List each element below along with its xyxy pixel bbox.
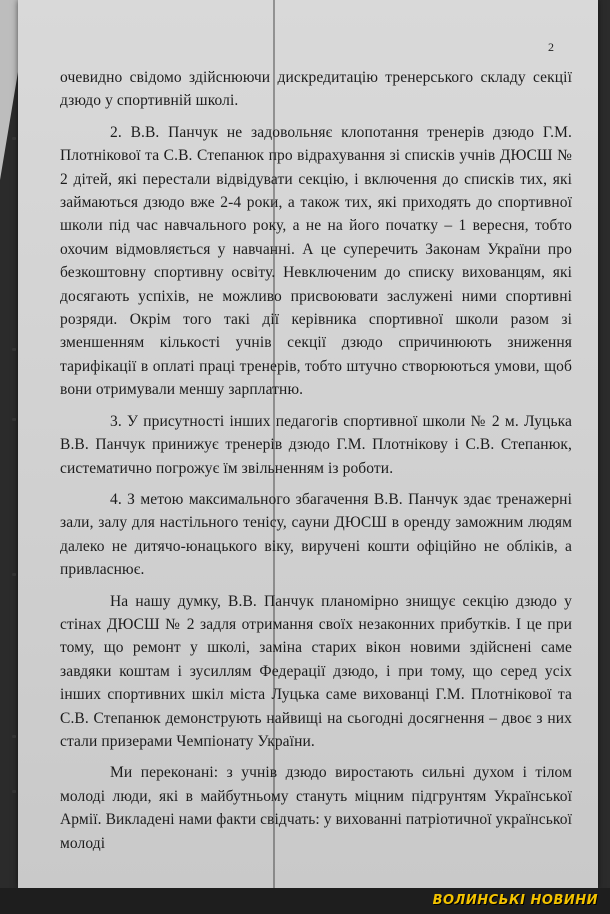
paragraph-point-2: 2. В.В. Панчук не задовольняє клопотання тренерів дзюдо Г.М. Плотнікової та С.В. Степанюк про відрахування зі списків учнів ДЮСШ № 2 дітей, які перестали відвідувати секцію, і включення до списків тих, які займаються дзюдо вже 2-4 роки, а також тих, які приходять до спортивної школи під час навчального року, а не на його початку – 1 вересня, тобто охочим відмовляється у навчанні. А це суперечить Законам України про безкоштовну спортивну освіту. Невключеним до списку вихованцям, які досягають успіхів, не можливо присвоювати заслужені ними спортивні розряди. Окрім того такі дії керівника спортивної школи разом зі зменшенням кількості учнів секції дзюдо спричинюють зниження тарифікації в оплаті праці тренерів, тобто штучно створюються умови, щоб вони отримували меншу зарплатню. — [60, 123, 572, 399]
binding-hole-mark — [12, 348, 16, 351]
paragraph-intro: очевидно свідомо здійснюючи дискредитацію тренерського складу секції дзюдо у спортивній школі. — [60, 69, 572, 110]
binding-hole-mark — [12, 735, 16, 738]
paragraph-conclusion: Ми переконані: з учнів дзюдо виростають сильні духом і тілом молоді люди, які в майбутньому стануть міцним підгрунтям Української Армії. Викладені нами факти свідчать: у вихованні патріотичної української молоді — [60, 764, 572, 852]
paragraph-opinion: На нашу думку, В.В. Панчук планомірно знищує секцію дзюдо у стінах ДЮСШ № 2 задля отримання своїх незаконних прибутків. І це при тому, що ремонт у школі, заміна старих вікон новими здійснені саме завдяки коштам і зусиллям Федерації дзюдо, і при тому, що серед усіх інших спортивних шкіл міста Луцька саме вихованці Г.М. Плотнікової та С.В. Степанюк демонструють найвищі на сьогодні досягнення – двоє з них стали призерами Чемпіонату України. — [60, 592, 572, 750]
document-body — [60, 66, 572, 855]
paragraph-point-3: 3. У присутності інших педагогів спортивної школи № 2 м. Луцька В.В. Панчук принижує тренерів дзюдо Г.М. Плотнікову і С.В. Степанюк, систематично погрожує їм звільненням із роботи. — [60, 412, 572, 477]
paragraph-point-4: 4. З метою максимального збагачення В.В. Панчук здає тренажерні зали, залу для настільного тенісу, сауни ДЮСШ в оренду заможним людям далеко не дитячо-юнацького віку, виручені кошти офіційно не обліків, а привласнює. — [60, 490, 572, 579]
page-number: 2 — [548, 40, 554, 54]
watermark-logo: ВОЛИНСЬКІ НОВИНИ — [432, 893, 598, 908]
binding-hole-mark — [12, 418, 16, 421]
binding-hole-mark — [12, 790, 16, 793]
binding-hole-mark — [12, 573, 16, 576]
binding-hole-mark — [12, 137, 16, 140]
document-page — [18, 0, 598, 888]
